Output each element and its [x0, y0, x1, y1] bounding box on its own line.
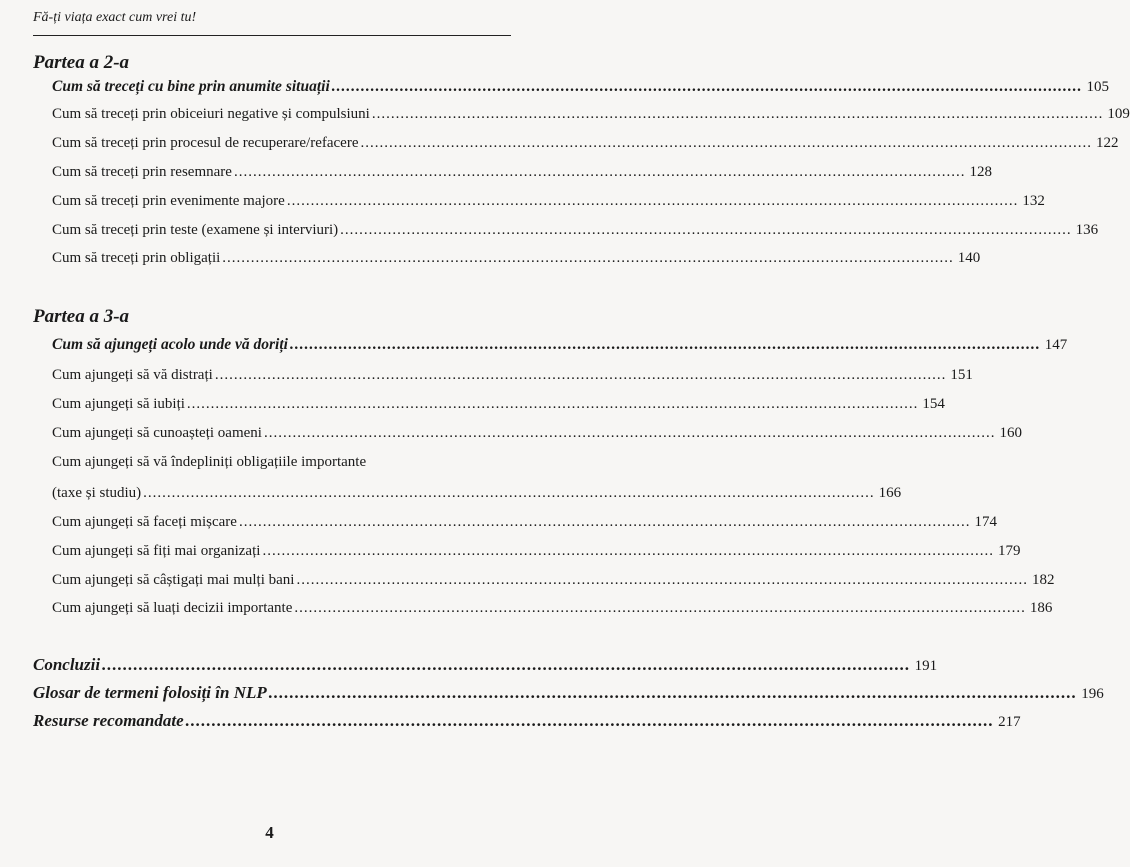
- dot-leader: ..........................................................................................................................................................: [289, 336, 1041, 353]
- toc-entry[interactable]: [52, 103, 1130, 125]
- toc-entry[interactable]: [52, 482, 902, 504]
- toc-page-number: 136: [1075, 222, 1099, 238]
- toc-page-number: 132: [1022, 193, 1045, 209]
- toc-entry[interactable]: [52, 511, 997, 533]
- toc-entry-title: Cum să treceți prin resemnare: [52, 164, 232, 180]
- toc-entry[interactable]: [52, 161, 992, 183]
- dot-leader: ..........................................................................................................................................................: [286, 193, 1019, 209]
- toc-page-number: 128: [969, 164, 992, 180]
- dot-leader: ..........................................................................................................................................................: [102, 655, 911, 674]
- toc-entry-title: Cum să treceți prin evenimente majore: [52, 193, 285, 209]
- dot-leader: ..........................................................................................................................................................: [214, 367, 947, 383]
- header-rule: [33, 35, 511, 36]
- toc-page-number: 179: [997, 543, 1021, 559]
- toc-entry-title: (taxe și studiu): [52, 485, 142, 501]
- toc-section-entry[interactable]: [52, 334, 1068, 356]
- toc-entry[interactable]: [52, 247, 981, 269]
- toc-entry-title: Cum ajungeți să faceți mișcare: [52, 514, 237, 530]
- toc-section-title: Cum să treceți cu bine prin anumite situații: [52, 78, 330, 95]
- dot-leader: ..........................................................................................................................................................: [268, 683, 1078, 702]
- dot-leader: ..........................................................................................................................................................: [233, 164, 966, 180]
- dot-leader: ..........................................................................................................................................................: [186, 396, 919, 412]
- toc-entry-title: Cum să treceți prin obiceiuri negative și compulsiuni: [52, 106, 370, 122]
- dot-leader: ..........................................................................................................................................................: [143, 485, 875, 501]
- toc-entry[interactable]: [52, 393, 945, 415]
- toc-entry[interactable]: [52, 597, 1053, 619]
- page-number: 4: [265, 823, 274, 842]
- toc-page-number: 186: [1029, 600, 1053, 616]
- toc-main-title: Concluzii: [33, 655, 101, 674]
- toc-main-entry[interactable]: [33, 681, 1104, 705]
- toc-entry[interactable]: [52, 190, 1045, 212]
- dot-leader: ..........................................................................................................................................................: [331, 78, 1083, 95]
- toc-page-number: 217: [998, 714, 1021, 730]
- dot-leader: ..........................................................................................................................................................: [263, 425, 996, 441]
- toc-entry[interactable]: [52, 132, 1119, 154]
- toc-page-number: 140: [957, 250, 981, 266]
- toc-page-number: 109: [1107, 106, 1130, 122]
- toc-entry-title-line1: Cum ajungeți să vă îndepliniți obligațiile importante: [52, 454, 367, 470]
- dot-leader: ..........................................................................................................................................................: [294, 600, 1026, 616]
- toc-entry[interactable]: [52, 219, 1099, 241]
- dot-leader: ..........................................................................................................................................................: [340, 222, 1072, 238]
- toc-main-title: Glosar de termeni folosiți în NLP: [33, 683, 267, 702]
- toc-entry[interactable]: [52, 422, 1022, 444]
- toc-page-number: 160: [999, 425, 1022, 441]
- dot-leader: ..........................................................................................................................................................: [296, 572, 1028, 588]
- toc-main-title: Resurse recomandate: [33, 711, 184, 730]
- toc-section-entry[interactable]: [52, 76, 1110, 98]
- running-head: Fă-ți viața exact cum vrei tu!: [33, 10, 197, 25]
- toc-entry-title: Cum ajungeți să iubiți: [52, 396, 185, 412]
- toc-entry[interactable]: [52, 540, 1021, 562]
- dot-leader: ..........................................................................................................................................................: [262, 543, 994, 559]
- toc-page-number: 174: [974, 514, 997, 530]
- dot-leader: ..........................................................................................................................................................: [371, 106, 1104, 122]
- dot-leader: ..........................................................................................................................................................: [238, 514, 971, 530]
- toc-page-number: 147: [1044, 337, 1068, 353]
- toc-entry-title: Cum să treceți prin obligații: [52, 250, 221, 266]
- toc-entry[interactable]: [52, 569, 1055, 591]
- dot-leader: ..........................................................................................................................................................: [360, 135, 1092, 151]
- toc-page-number: 196: [1081, 686, 1104, 702]
- toc-page-number: 105: [1086, 79, 1110, 95]
- part-2-heading: Partea a 2-a: [33, 52, 130, 73]
- toc-page-number: 166: [878, 485, 902, 501]
- toc-page-number: 191: [914, 658, 938, 674]
- dot-leader: ..........................................................................................................................................................: [185, 711, 995, 730]
- toc-main-entry[interactable]: [33, 653, 938, 677]
- toc-main-entry[interactable]: [33, 709, 1021, 733]
- toc-entry-title: Cum ajungeți să câștigați mai mulți bani: [52, 572, 295, 588]
- toc-section-title: Cum să ajungeți acolo unde vă doriți: [52, 336, 288, 353]
- toc-entry[interactable]: [52, 364, 973, 386]
- toc-entry-title: Cum să treceți prin teste (examene și interviuri): [52, 222, 339, 238]
- toc-page-number: 182: [1031, 572, 1055, 588]
- toc-page-number: 151: [950, 367, 973, 383]
- toc-entry-title: Cum ajungeți să cunoașteți oameni: [52, 425, 262, 441]
- toc-page-number: 122: [1096, 135, 1119, 151]
- toc-entry-title: Cum ajungeți să luați decizii importante: [52, 600, 293, 616]
- toc-entry-title: Cum să treceți prin procesul de recuperare/refacere: [52, 135, 359, 151]
- part-3-heading: Partea a 3-a: [33, 306, 130, 327]
- dot-leader: ..........................................................................................................................................................: [222, 250, 954, 266]
- toc-entry-title: Cum ajungeți să vă distrați: [52, 367, 213, 383]
- toc-page-number: 154: [922, 396, 945, 412]
- toc-entry-title: Cum ajungeți să fiți mai organizați: [52, 543, 261, 559]
